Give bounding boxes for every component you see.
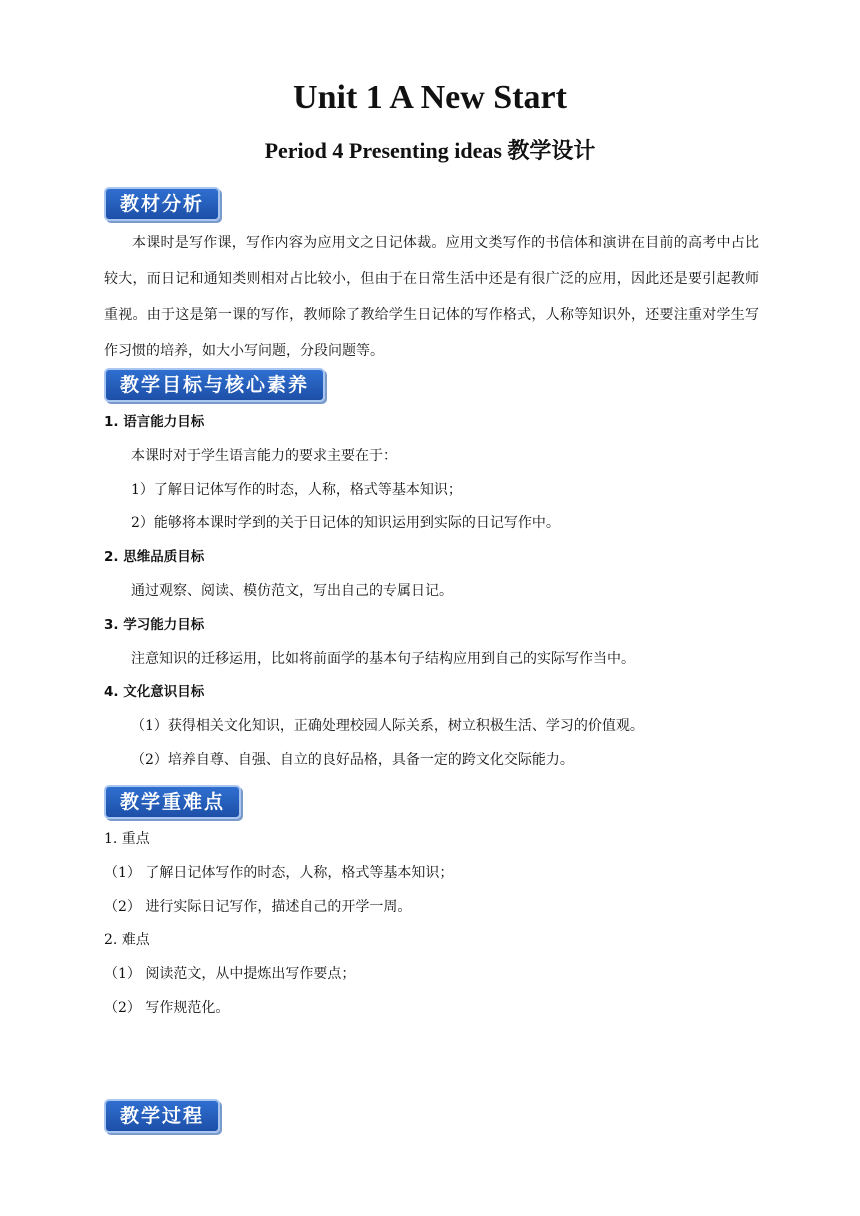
key-point-heading: 2. 难点 — [104, 932, 150, 948]
key-point-line: （1） 了解日记体写作的时态，人称，格式等基本知识； — [104, 865, 454, 881]
objective-heading: 3. 学习能力目标 — [104, 617, 205, 633]
objective-line: （2）培养自尊、自强、自立的良好品格，具备一定的跨文化交际能力。 — [131, 752, 574, 768]
key-point-line: （1） 阅读范文，从中提炼出写作要点； — [104, 966, 356, 982]
objective-line: 本课时对于学生语言能力的要求主要在于： — [131, 448, 397, 464]
key-point-line: （2） 进行实际日记写作，描述自己的开学一周。 — [104, 899, 412, 915]
section-badge-process: 教学过程 — [104, 1099, 220, 1133]
section-badge-analysis: 教材分析 — [104, 187, 220, 221]
key-point-heading: 1. 重点 — [104, 831, 150, 847]
key-point-line: （2） 写作规范化。 — [104, 1000, 230, 1016]
objective-line: （1）获得相关文化知识，正确处理校园人际关系，树立积极生活、学习的价值观。 — [131, 718, 644, 734]
section-badge-key-points: 教学重难点 — [104, 785, 241, 819]
objective-line: 注意知识的迁移运用，比如将前面学的基本句子结构应用到自己的实际写作当中。 — [131, 651, 635, 667]
analysis-paragraph: 本课时是写作课，写作内容为应用文之日记体裁。应用文类写作的书信体和演讲在目前的高考中占比较大，而日记和通知类则相对占比较小，但由于在日常生活中还是有很广泛的应用，因此还是要引起教师重视。由于这是第一课的写作，教师除了教给学生日记体的写作格式，人称等知识外，还要注重对学生写作习惯的培养，如大小写问题，分段问题等。 — [104, 235, 759, 359]
objective-heading: 1. 语言能力目标 — [104, 414, 205, 430]
objective-line: 通过观察、阅读、模仿范文，写出自己的专属日记。 — [131, 583, 453, 599]
section-badge-objectives: 教学目标与核心素养 — [104, 368, 325, 402]
objective-heading: 4. 文化意识目标 — [104, 684, 205, 700]
objective-line: 2）能够将本课时学到的关于日记体的知识运用到实际的日记写作中。 — [131, 515, 560, 531]
document-title: Unit 1 A New Start — [293, 79, 567, 116]
document-subtitle: Period 4 Presenting ideas 教学设计 — [264, 138, 596, 163]
objective-line: 1）了解日记体写作的时态，人称，格式等基本知识； — [131, 482, 462, 498]
objective-heading: 2. 思维品质目标 — [104, 549, 205, 565]
